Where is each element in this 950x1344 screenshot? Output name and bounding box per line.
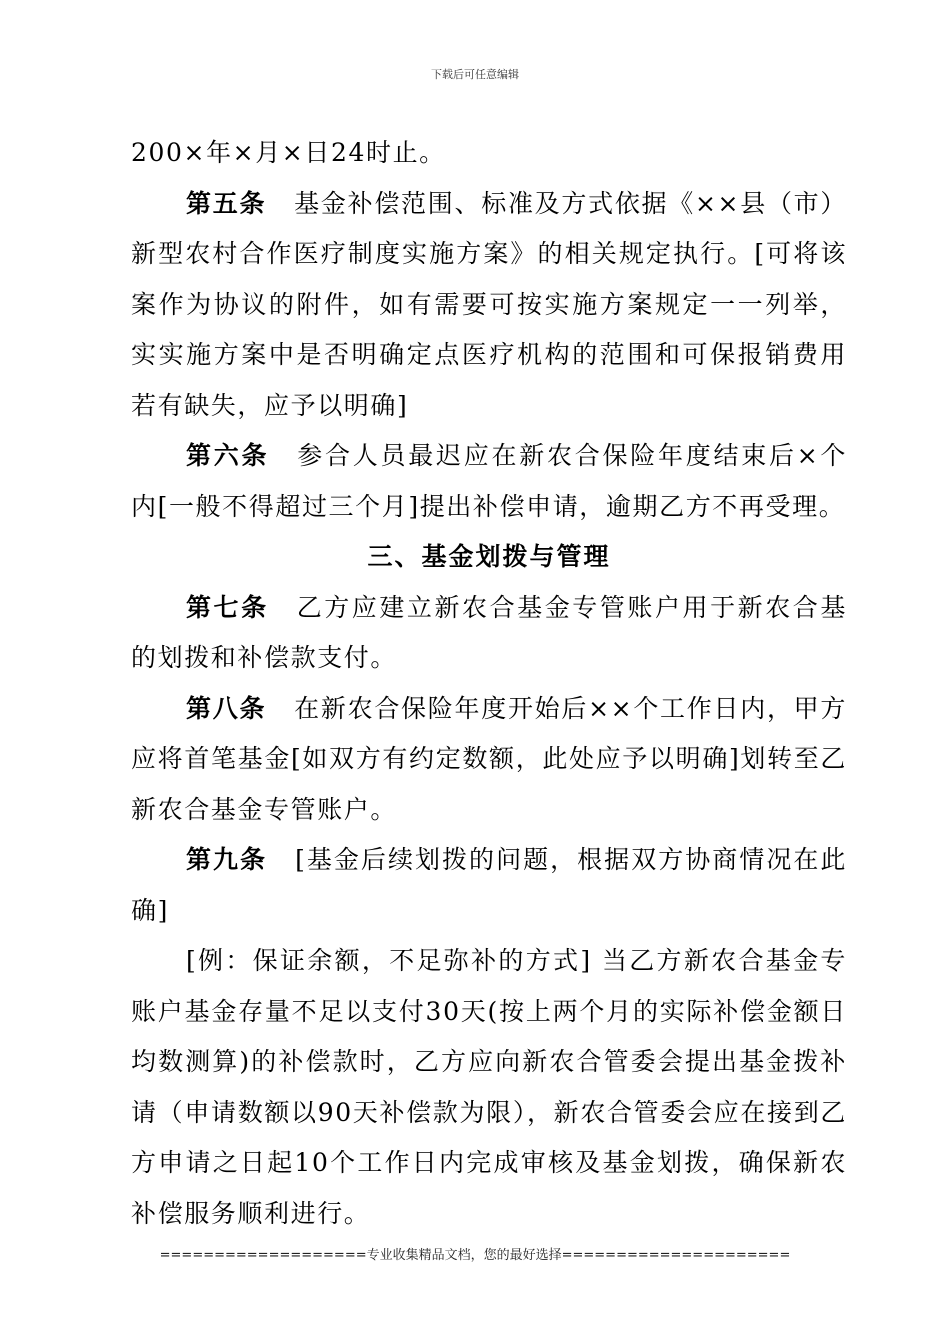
page-header: 下载后可任意编辑 [431,68,519,81]
text-line: 实实施方案中是否明确定点医疗机构的范围和可保报销费用 [131,340,847,369]
text-line: 新农合基金专管账户。 [131,794,398,824]
text-span: 基金补偿范围、标准及方式依据《××县（市） [294,188,847,218]
text-line: 账户基金存量不足以支付30天(按上两个月的实际补偿金额日 [131,996,847,1026]
article-9-title: 第九条 [186,845,268,874]
text-line: 若有缺失，应予以明确] [131,390,409,420]
text-line: 内[一般不得超过三个月]提出补偿申请，逾期乙方不再受理。 [131,491,846,521]
article-7-title: 第七条 [186,592,269,622]
text-line: 均数测算)的补偿款时，乙方应向新农合管委会提出基金拨补 [131,1047,847,1076]
text-line: 的划拨和补偿款支付。 [131,643,398,672]
text-span: [基金后续划拨的问题，根据双方协商情况在此 [295,845,847,874]
article-6-line [131,431,847,482]
text-line: 案作为协议的附件，如有需要可按实施方案规定一一列举， [131,289,847,319]
text-line: 确] [131,895,169,925]
article-6-title: 第六条 [186,441,270,470]
article-9-line [131,835,847,886]
text-span: 乙方应建立新农合基金专管账户用于新农合基 [296,592,847,622]
article-5-title: 第五条 [186,188,267,218]
text-line: 200×年×月×日24时止。 [131,138,446,167]
article-8-title: 第八条 [186,693,267,723]
page-footer: ===================专业收集精品文档，您的最好选择===================== [159,1248,791,1263]
article-7-line [131,583,847,634]
text-line: 请（申请数额以90天补偿款为限），新农合管委会应在接到乙 [131,1097,847,1127]
section-heading: 三、基金划拨与管理 [367,542,611,571]
text-line: [例：保证余额，不足弥补的方式] 当乙方新农合基金专 [186,946,847,975]
article-8-line [131,684,847,735]
text-line: 应将首笔基金[如双方有约定数额，此处应予以明确]划转至乙 [131,744,847,773]
text-line: 方申请之日起10个工作日内完成审核及基金划拨，确保新农 [131,1148,847,1177]
text-line: 补偿服务顺利进行。 [131,1198,371,1228]
document-body [131,128,847,1239]
article-5-line [131,179,847,230]
text-span: 参合人员最迟应在新农合保险年度结束后×个 [297,441,847,470]
text-line: 新型农村合作医疗制度实施方案》的相关规定执行。[可将该 [131,239,847,268]
text-span: 在新农合保险年度开始后××个工作日内，甲方 [294,693,847,723]
